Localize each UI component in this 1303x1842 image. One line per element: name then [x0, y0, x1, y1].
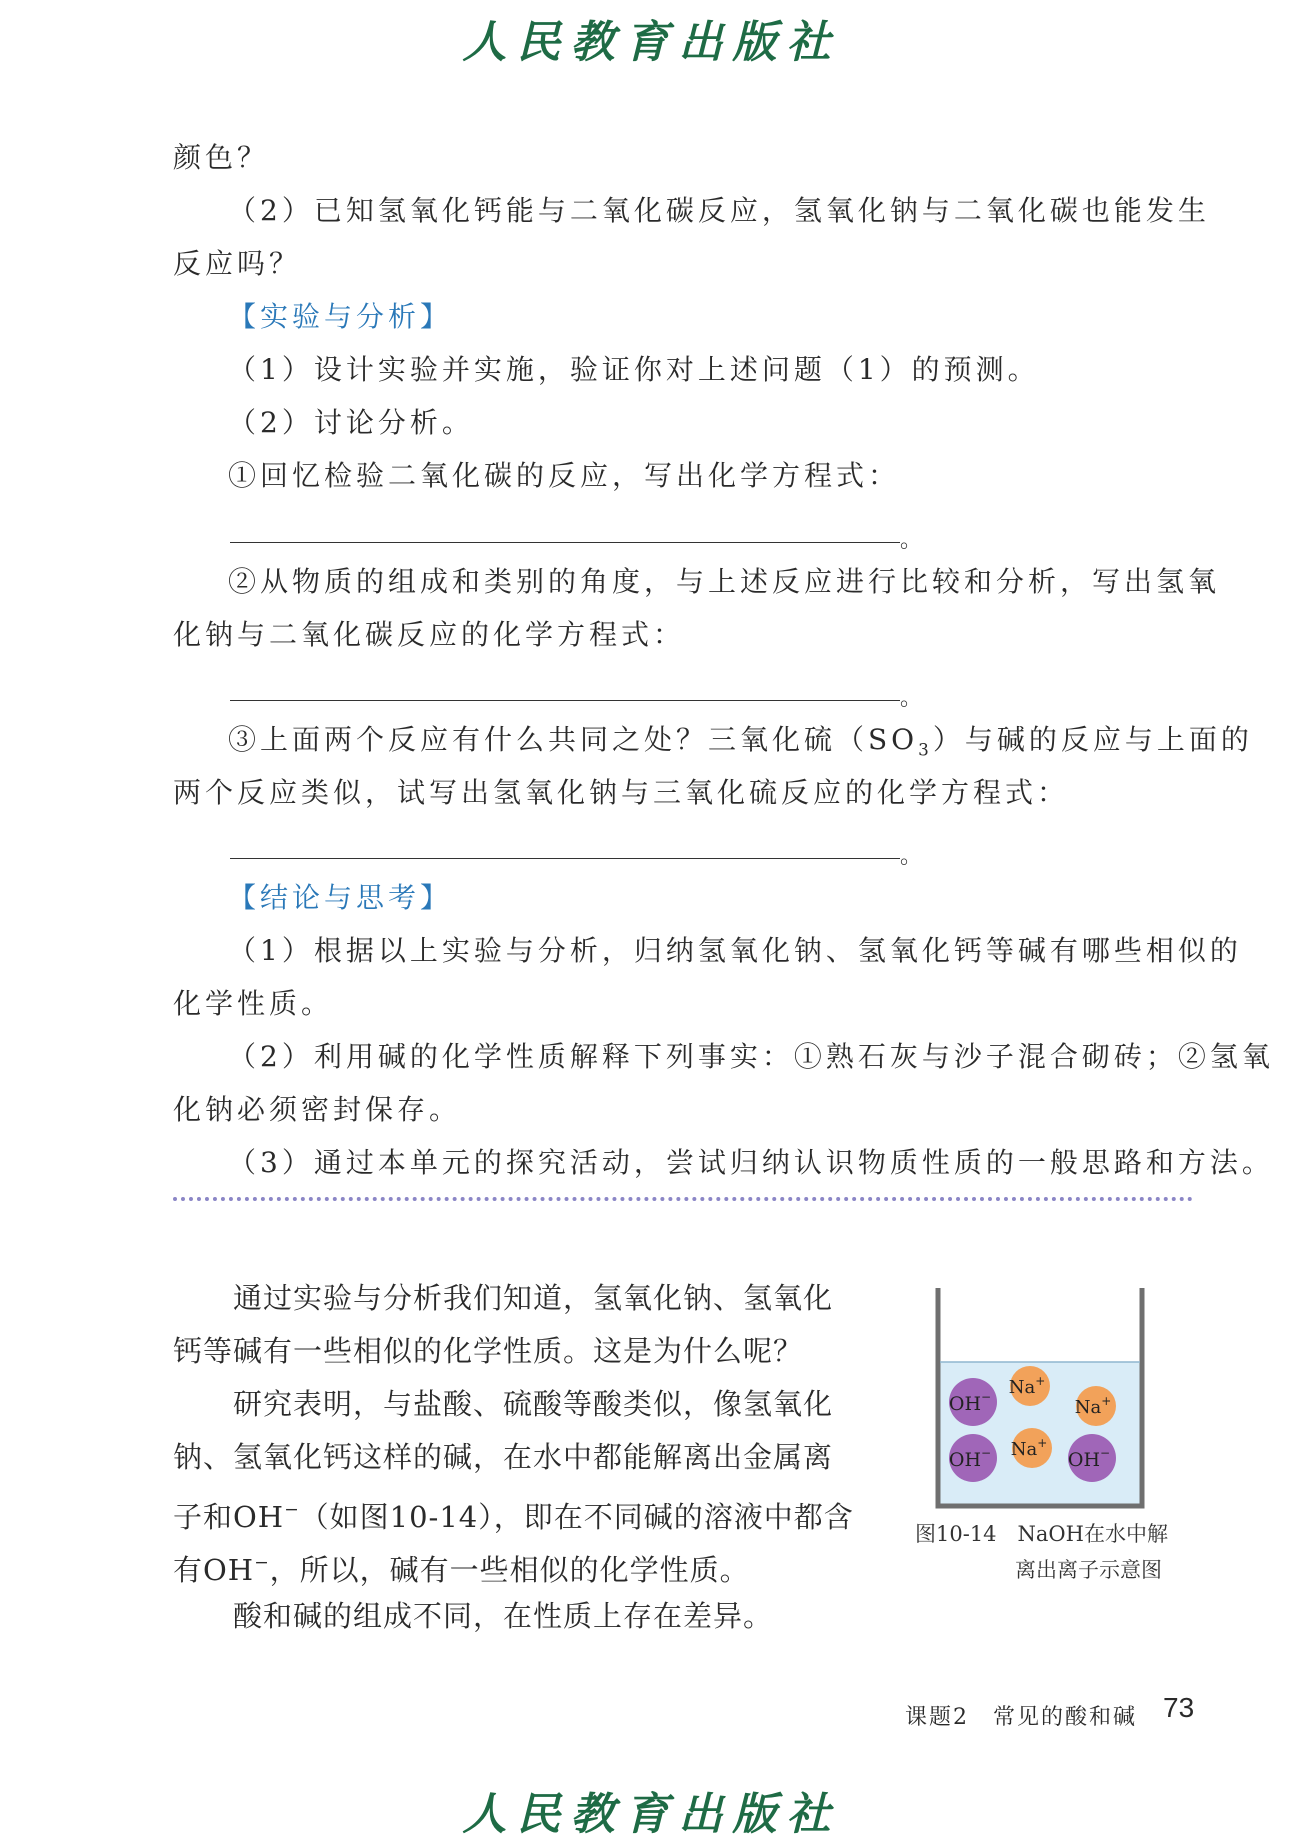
text-line: （1）设计实验并实施，验证你对上述问题（1）的预测。	[228, 353, 1040, 386]
paragraph-line: 钙等碱有一些相似的化学性质。这是为什么呢？	[173, 1334, 804, 1368]
text-line: （2）利用碱的化学性质解释下列事实：①熟石灰与沙子混合砌砖；②氢氧	[228, 1040, 1274, 1073]
blank-period: 。	[900, 844, 923, 869]
ion-charge: −	[981, 1446, 992, 1460]
text-line: 化钠与二氧化碳反应的化学方程式：	[173, 618, 686, 651]
paragraph-line: 酸和碱的组成不同，在性质上存在差异。	[233, 1599, 774, 1633]
paragraph-line	[173, 1543, 893, 1590]
ion-charge: +	[1035, 1374, 1046, 1388]
ion-charge: +	[1101, 1394, 1112, 1408]
ion-label: OH	[1067, 1449, 1101, 1471]
section-heading-conclusion: 【结论与思考】	[228, 881, 453, 914]
text-line: ①回忆检验二氧化碳的反应，写出化学方程式：	[228, 459, 901, 492]
answer-blank[interactable]	[230, 858, 900, 859]
paragraph-line: 通过实验与分析我们知道，氢氧化钠、氢氧化	[233, 1281, 834, 1315]
paragraph-line: 钠、氢氧化钙这样的碱，在水中都能解离出金属离	[173, 1440, 834, 1474]
publisher-logo-top: 人民教育出版社	[462, 17, 841, 68]
figure-caption: 离出离子示意图	[1015, 1558, 1162, 1582]
text-line: 化学性质。	[173, 987, 334, 1020]
hydroxide-ion	[949, 1378, 997, 1426]
blank-period: 。	[900, 528, 923, 553]
paragraph-line	[173, 1490, 893, 1537]
answer-blank[interactable]	[230, 700, 900, 701]
text-line: 两个反应类似，试写出氢氧化钠与三氧化硫反应的化学方程式：	[173, 776, 1070, 809]
running-footer-lesson: 课题2 常见的酸和碱	[905, 1705, 1137, 1730]
text-line: （3）通过本单元的探究活动，尝试归纳认识物质性质的一般思路和方法。	[228, 1146, 1274, 1179]
text-fragment: ，所以，碱有一些相似的化学性质。	[269, 1553, 750, 1588]
text-line: （2）已知氢氧化钙能与二氧化碳反应，氢氧化钠与二氧化碳也能发生	[228, 194, 1210, 227]
text-fragment: ）与碱的反应与上面的	[932, 723, 1253, 756]
publisher-logo-bottom: 人民教育出版社	[462, 1789, 841, 1840]
text-line: 反应吗？	[173, 247, 302, 280]
text-line: ②从物质的组成和类别的角度，与上述反应进行比较和分析，写出氢氧	[228, 565, 1221, 598]
ion-label: Na	[1010, 1439, 1038, 1460]
subscript: 3	[918, 739, 933, 760]
figure-caption: 图10-14 NaOH在水中解	[915, 1522, 1168, 1546]
ion-charge: −	[1100, 1446, 1111, 1460]
text-fragment: 有OH	[173, 1553, 255, 1588]
blank-period: 。	[900, 686, 923, 711]
naoh-dissociation-figure	[930, 1280, 1152, 1512]
text-line: （2）讨论分析。	[228, 406, 474, 439]
hydroxide-ion	[949, 1434, 997, 1482]
ion-charge: +	[1037, 1436, 1048, 1450]
hydroxide-ion	[1068, 1434, 1116, 1482]
paragraph-line: 研究表明，与盐酸、硫酸等酸类似，像氢氧化	[233, 1387, 834, 1421]
answer-blank[interactable]	[230, 542, 900, 543]
ion-charge: −	[981, 1390, 992, 1404]
text-line: （1）根据以上实验与分析，归纳氢氧化钠、氢氧化钙等碱有哪些相似的	[228, 934, 1242, 967]
ion-label: OH	[948, 1449, 982, 1471]
ion-label: Na	[1074, 1397, 1102, 1418]
text-fragment: ③上面两个反应有什么共同之处？三氧化硫（SO	[228, 723, 919, 756]
text-line: 化钠必须密封保存。	[173, 1093, 462, 1126]
dotted-divider	[173, 1197, 1193, 1201]
superscript: −	[284, 1500, 300, 1520]
text-fragment: 子和OH	[173, 1500, 285, 1535]
ion-label: Na	[1008, 1377, 1036, 1398]
text-fragment: （如图10-14），即在不同碱的溶液中都含	[299, 1500, 854, 1535]
ion-label: OH	[948, 1393, 982, 1415]
section-heading-experiment: 【实验与分析】	[228, 300, 453, 333]
text-line: 颜色？	[173, 141, 270, 174]
superscript: −	[254, 1553, 270, 1573]
text-line	[228, 720, 1253, 770]
page-number: 73	[1163, 1692, 1195, 1723]
